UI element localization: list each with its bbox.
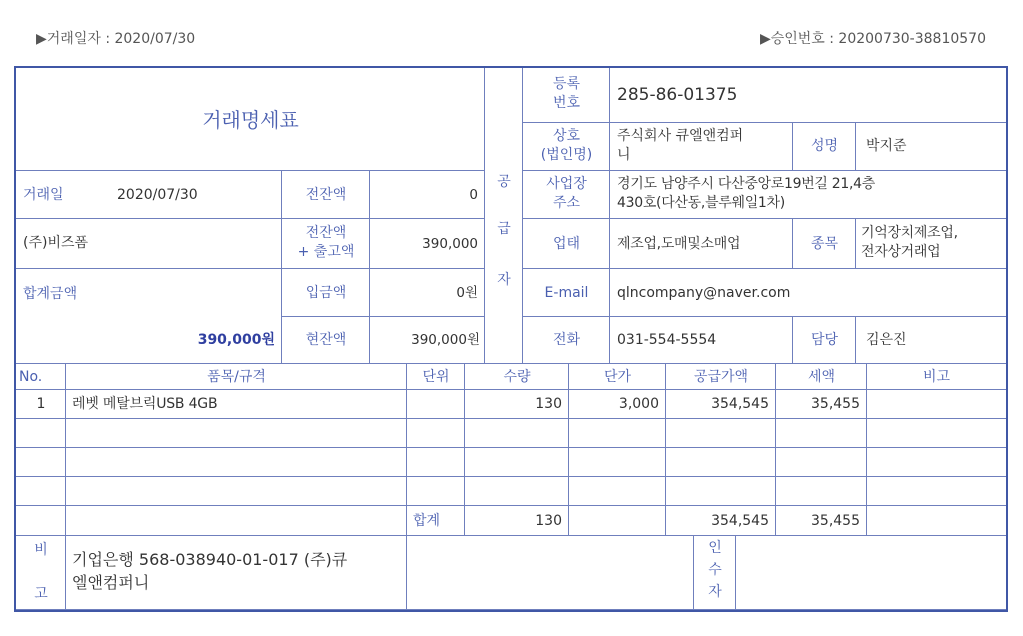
table-row-4-supply-amount-cell (666, 477, 776, 506)
table-row-4-tax-cell (776, 477, 867, 506)
table-cell-item-name: 레벳 메탈브릭USB 4GB (72, 396, 218, 412)
prev-plus-out-label-1: 전잔액 (305, 225, 347, 241)
table-row-3-no-cell (16, 448, 66, 477)
remarks-line-2: 엘앤컴퍼니 (72, 573, 150, 592)
col-header-supply-amount-cell (666, 364, 776, 390)
supplier-side-label-1: 공 (497, 174, 511, 190)
table-row-2-item-name-cell (66, 419, 407, 448)
deposit-value: 0원 (456, 285, 478, 301)
table-row-2-tax-cell (776, 419, 867, 448)
address-label-cell (523, 171, 610, 219)
reg-label-cell (523, 68, 610, 123)
biztype-cell (610, 219, 793, 269)
table-row-2-supply-amount-cell (666, 419, 776, 448)
ceo-label: 성명 (810, 138, 839, 154)
total-tax: 35,455 (811, 512, 860, 529)
col-header-item-name-cell (66, 364, 407, 390)
table-row-1-supply-amount-cell (666, 390, 776, 419)
company-label-1: 상호 (552, 128, 581, 144)
total-row-note-cell (867, 506, 1006, 536)
prev-plus-out-value-cell (370, 219, 485, 269)
contact-label: 담당 (810, 332, 839, 348)
receiver-label-cell (694, 536, 736, 610)
receiver-sign-cell (736, 536, 1006, 610)
phone-cell (610, 317, 793, 364)
col-header-no: No. (19, 368, 43, 385)
table-cell-quantity: 130 (535, 396, 562, 412)
total-row-unit-price-cell (569, 506, 666, 536)
remarks-label-1: 비 (34, 542, 48, 558)
address-label-1: 사업장 (546, 176, 587, 192)
company-name-cell (610, 123, 793, 171)
col-header-unit-price-cell (569, 364, 666, 390)
phone-label-cell (523, 317, 610, 364)
buyer-cell (16, 219, 282, 269)
biztype-label: 업태 (552, 236, 581, 252)
address-label-2: 주소 (552, 195, 581, 211)
col-header-unit: 단위 (422, 368, 450, 385)
document-title: 거래명세표 (202, 108, 299, 132)
email-label: E-mail (544, 285, 589, 301)
trade-day-label: 거래일 (23, 187, 64, 203)
approval-number-header: ▶승인번호 : 20200730-38810570 (759, 31, 986, 47)
ceo-name-cell (856, 123, 1006, 171)
prev-balance-value-cell (370, 171, 485, 219)
buyer-name: (주)비즈폼 (23, 235, 89, 251)
supplier-side-label-3: 자 (497, 272, 511, 288)
total-unit: 합계 (413, 512, 441, 529)
address-cell (610, 171, 1006, 219)
trade-day-cell (16, 171, 282, 219)
prev-plus-out-label-2: + 출고액 (297, 244, 355, 260)
total-row-supply-amount-cell (666, 506, 776, 536)
table-row-1-no-cell (16, 390, 66, 419)
receiver-label-3: 자 (708, 584, 722, 600)
col-header-no-cell (16, 364, 66, 390)
table-row-3-quantity-cell (465, 448, 569, 477)
total-amount-cell (16, 269, 282, 364)
address-line-1: 경기도 남양주시 다산중앙로19번길 21,4층 (617, 176, 875, 192)
current-balance-value-cell (370, 317, 485, 364)
current-balance-value: 390,000원 (411, 332, 480, 348)
table-row-2-quantity-cell (465, 419, 569, 448)
title-cell (16, 68, 485, 171)
reg-number-cell (610, 68, 1006, 123)
table-row-2-unit-price-cell (569, 419, 666, 448)
contact-name: 김은진 (866, 332, 907, 348)
item-cell (856, 219, 1006, 269)
col-header-note-cell (867, 364, 1006, 390)
col-header-tax: 세액 (807, 368, 836, 385)
table-row-1-item-name-cell (66, 390, 407, 419)
table-row-3-supply-amount-cell (666, 448, 776, 477)
table-row-4-quantity-cell (465, 477, 569, 506)
receiver-label-2: 수 (708, 562, 722, 578)
col-header-supply-amount: 공급가액 (693, 368, 749, 385)
col-header-quantity-cell (465, 364, 569, 390)
trade-day-value: 2020/07/30 (117, 187, 198, 203)
company-name-1: 주식회사 큐엘앤컴퍼 (617, 128, 744, 144)
item-label-cell (793, 219, 856, 269)
reg-label-2: 번호 (552, 95, 581, 111)
remarks-label-2: 고 (34, 586, 48, 602)
table-row-1-quantity-cell (465, 390, 569, 419)
total-row-tax-cell (776, 506, 867, 536)
reg-label-1: 등록 (552, 76, 581, 92)
col-header-item-name: 품목/규격 (207, 368, 266, 385)
table-row-1-note-cell (867, 390, 1006, 419)
col-header-unit-price: 단가 (603, 368, 632, 385)
ceo-label-cell (793, 123, 856, 171)
table-row-4-note-cell (867, 477, 1006, 506)
table-row-1-unit-cell (407, 390, 465, 419)
ceo-name: 박지준 (866, 138, 907, 154)
current-balance-label: 현잔액 (305, 332, 347, 348)
biztype-label-cell (523, 219, 610, 269)
address-line-2: 430호(다산동,블루웨일1차) (617, 195, 785, 211)
remarks-cell (66, 536, 407, 610)
total-supply-amount: 354,545 (711, 512, 769, 529)
email-label-cell (523, 269, 610, 317)
prev-plus-out-value: 390,000 (422, 236, 478, 252)
table-row-1-unit-price-cell (569, 390, 666, 419)
company-label-cell (523, 123, 610, 171)
col-header-unit-cell (407, 364, 465, 390)
contact-label-cell (793, 317, 856, 364)
col-header-tax-cell (776, 364, 867, 390)
current-balance-label-cell (282, 317, 370, 364)
table-row-4-unit-cell (407, 477, 465, 506)
supplier-side-label-2: 급 (497, 221, 511, 237)
item-label: 종목 (810, 236, 839, 252)
phone-label: 전화 (552, 332, 581, 348)
biztype: 제조업,도매및소매업 (617, 236, 741, 252)
prev-balance-value: 0 (469, 187, 478, 203)
total-amount-label: 합계금액 (23, 286, 78, 302)
reg-number: 285-86-01375 (617, 85, 738, 105)
footer-blank-cell (407, 536, 694, 610)
table-row-1-tax-cell (776, 390, 867, 419)
table-row-4-unit-price-cell (569, 477, 666, 506)
col-header-quantity: 수량 (503, 368, 531, 385)
statement-frame (14, 66, 1008, 612)
deposit-value-cell (370, 269, 485, 317)
table-row-2-unit-cell (407, 419, 465, 448)
company-name-2: 니 (617, 147, 631, 163)
phone-value: 031-554-5554 (617, 332, 717, 348)
table-row-2-note-cell (867, 419, 1006, 448)
table-row-3-tax-cell (776, 448, 867, 477)
table-cell-unit-price: 3,000 (618, 396, 659, 412)
deposit-label: 입금액 (305, 285, 347, 301)
total-row-unit-cell (407, 506, 465, 536)
item-line-1: 기억장치제조업, (861, 225, 958, 241)
email-cell (610, 269, 1006, 317)
table-cell-tax: 35,455 (811, 396, 860, 412)
item-line-2: 전자상거래업 (861, 244, 941, 260)
deposit-label-cell (282, 269, 370, 317)
total-quantity: 130 (535, 512, 562, 529)
total-amount-value: 390,000원 (197, 332, 275, 348)
table-row-4-no-cell (16, 477, 66, 506)
receiver-label-1: 인 (708, 540, 722, 556)
remarks-line-1: 기업은행 568-038940-01-017 (주)큐 (72, 550, 348, 569)
table-row-4-item-name-cell (66, 477, 407, 506)
supplier-side-label-cell (485, 68, 523, 364)
trade-date-header: ▶거래일자 : 2020/07/30 (36, 31, 196, 47)
email-value: qlncompany@naver.com (617, 285, 791, 301)
table-row-3-note-cell (867, 448, 1006, 477)
prev-balance-label-cell (282, 171, 370, 219)
col-header-note: 비고 (922, 368, 951, 385)
total-row-quantity-cell (465, 506, 569, 536)
total-row-item-name-cell (66, 506, 407, 536)
remarks-label-cell (16, 536, 66, 610)
prev-balance-label: 전잔액 (305, 187, 347, 203)
table-row-2-no-cell (16, 419, 66, 448)
prev-plus-out-label-cell (282, 219, 370, 269)
table-cell-supply-amount: 354,545 (711, 396, 769, 412)
company-label-2: (법인명) (540, 147, 593, 163)
total-row-no-cell (16, 506, 66, 536)
table-row-3-unit-price-cell (569, 448, 666, 477)
contact-cell (856, 317, 1006, 364)
table-row-3-unit-cell (407, 448, 465, 477)
table-row-3-item-name-cell (66, 448, 407, 477)
table-cell-no: 1 (36, 396, 46, 412)
